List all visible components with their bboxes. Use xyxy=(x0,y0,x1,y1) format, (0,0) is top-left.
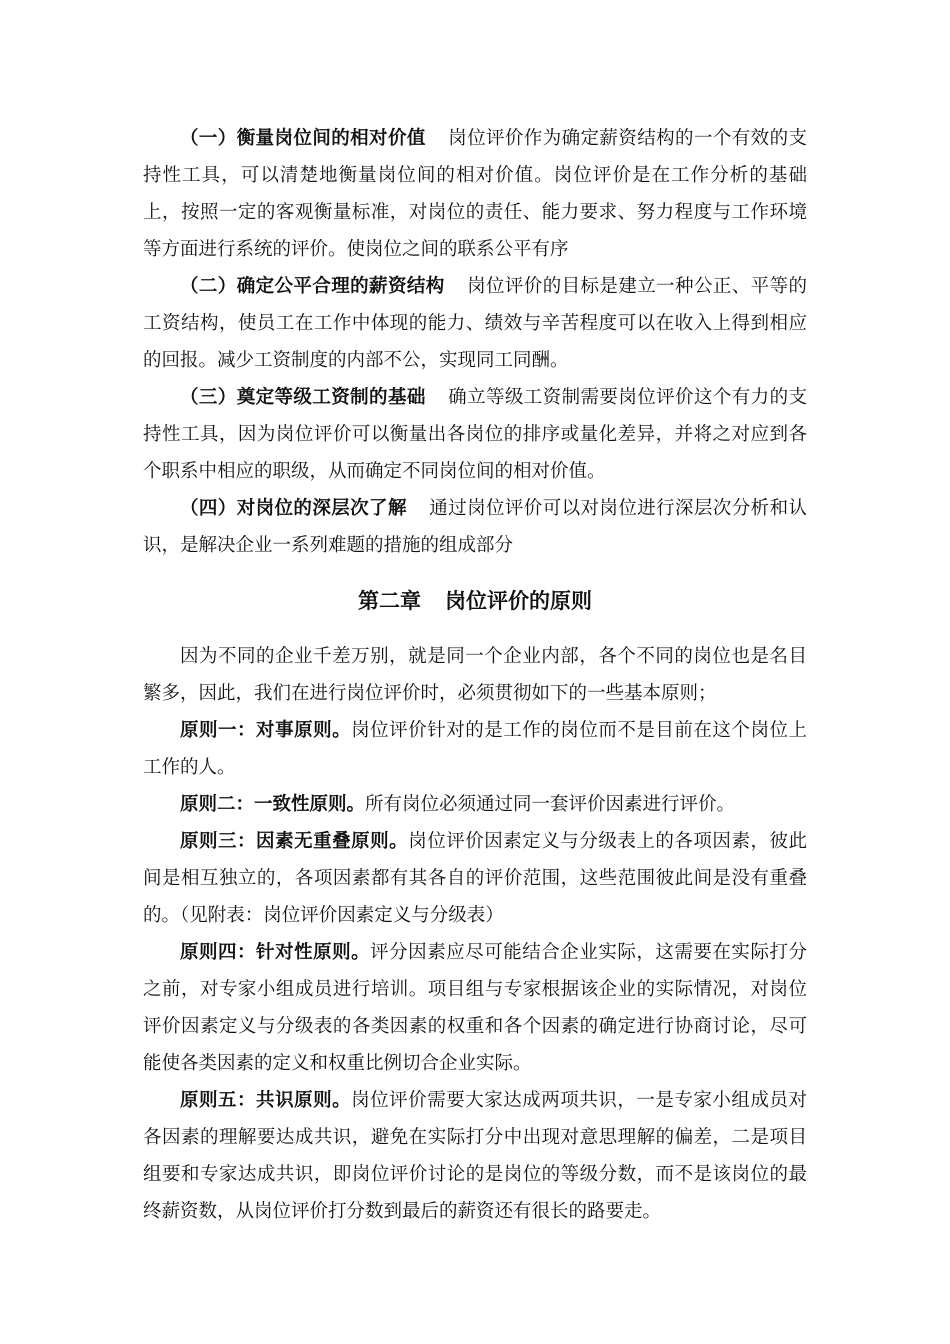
principle-body-5: 岗位评价需要大家达成两项共识，一是专家小组成员对各因素的理解要达成共识，避免在实际打分中出现对意思理解的偏差，二是项目组要和专家达成共识，即岗位评价讨论的是岗位的等级分数，而不是该岗位的最终薪资数，从岗位评价打分数到最后的薪资还有很长的路要走。 xyxy=(143,1090,807,1222)
document-page xyxy=(143,120,807,1230)
principle-paragraph-2 xyxy=(143,786,807,823)
chapter-name: 岗位评价的原则 xyxy=(445,589,592,613)
principle-paragraph-4 xyxy=(143,934,807,1082)
chapter-title xyxy=(143,586,807,616)
section-body-4: 通过岗位评价可以对岗位进行深层次分析和认识，是解决企业一系列难题的措施的组成部分 xyxy=(143,498,807,556)
chapter-number: 第二章 xyxy=(358,589,421,613)
principle-paragraph-5 xyxy=(143,1082,807,1230)
section-body-2: 岗位评价的目标是建立一种公正、平等的工资结构，使员工在工作中体现的能力、绩效与辛苦程度可以在收入上得到相应的回报。减少工资制度的内部不公，实现同工同酬。 xyxy=(143,276,807,371)
principle-paragraph-1 xyxy=(143,712,807,786)
section-heading-3: （三）奠定等级工资制的基础 xyxy=(180,387,426,408)
principles-section xyxy=(143,638,807,1230)
principle-heading-2: 原则二：一致性原则。 xyxy=(180,794,366,815)
principle-heading-1: 原则一：对事原则。 xyxy=(180,720,352,741)
section-paragraph-1 xyxy=(143,120,807,268)
principle-body-4: 评分因素应尽可能结合企业实际，这需要在实际打分之前，对专家小组成员进行培训。项目组与专家根据该企业的实际情况，对岗位评价因素定义与分级表的各类因素的权重和各个因素的确定进行协商讨论，尽可能使各类因素的定义和权重比例切合企业实际。 xyxy=(143,942,807,1074)
section-paragraph-2 xyxy=(143,268,807,379)
principle-heading-3: 原则三：因素无重叠原则。 xyxy=(180,831,409,852)
principle-body-1: 岗位评价针对的是工作的岗位而不是目前在这个岗位上工作的人。 xyxy=(143,720,807,778)
section-paragraph-3 xyxy=(143,379,807,490)
section-heading-2: （二）确定公平合理的薪资结构 xyxy=(180,276,445,297)
principle-heading-4: 原则四：针对性原则。 xyxy=(180,942,371,963)
principle-paragraph-3 xyxy=(143,823,807,934)
section-heading-4: （四）对岗位的深层次了解 xyxy=(180,498,407,519)
section-body-1: 岗位评价作为确定薪资结构的一个有效的支持性工具，可以清楚地衡量岗位间的相对价值。岗位评价是在工作分析的基础上，按照一定的客观衡量标准，对岗位的责任、能力要求、努力程度与工作环境等方面进行系统的评价。使岗位之间的联系公平有序 xyxy=(143,128,807,260)
principle-body-3: 岗位评价因素定义与分级表上的各项因素，彼此间是相互独立的，各项因素都有其各自的评价范围，这些范围彼此间是没有重叠的。（见附表：岗位评价因素定义与分级表） xyxy=(143,831,807,926)
section-heading-1: （一）衡量岗位间的相对价值 xyxy=(180,128,426,149)
principle-heading-5: 原则五：共识原则。 xyxy=(180,1090,352,1111)
intro-paragraph: 因为不同的企业千差万别，就是同一个企业内部，各个不同的岗位也是名目繁多，因此，我们在进行岗位评价时，必须贯彻如下的一些基本原则； xyxy=(143,646,807,704)
section-body-3: 确立等级工资制需要岗位评价这个有力的支持性工具，因为岗位评价可以衡量出各岗位的排序或量化差异，并将之对应到各个职系中相应的职级，从而确定不同岗位间的相对价值。 xyxy=(143,387,807,482)
section-paragraph-4 xyxy=(143,490,807,564)
principle-body-2: 所有岗位必须通过同一套评价因素进行评价。 xyxy=(365,794,736,815)
